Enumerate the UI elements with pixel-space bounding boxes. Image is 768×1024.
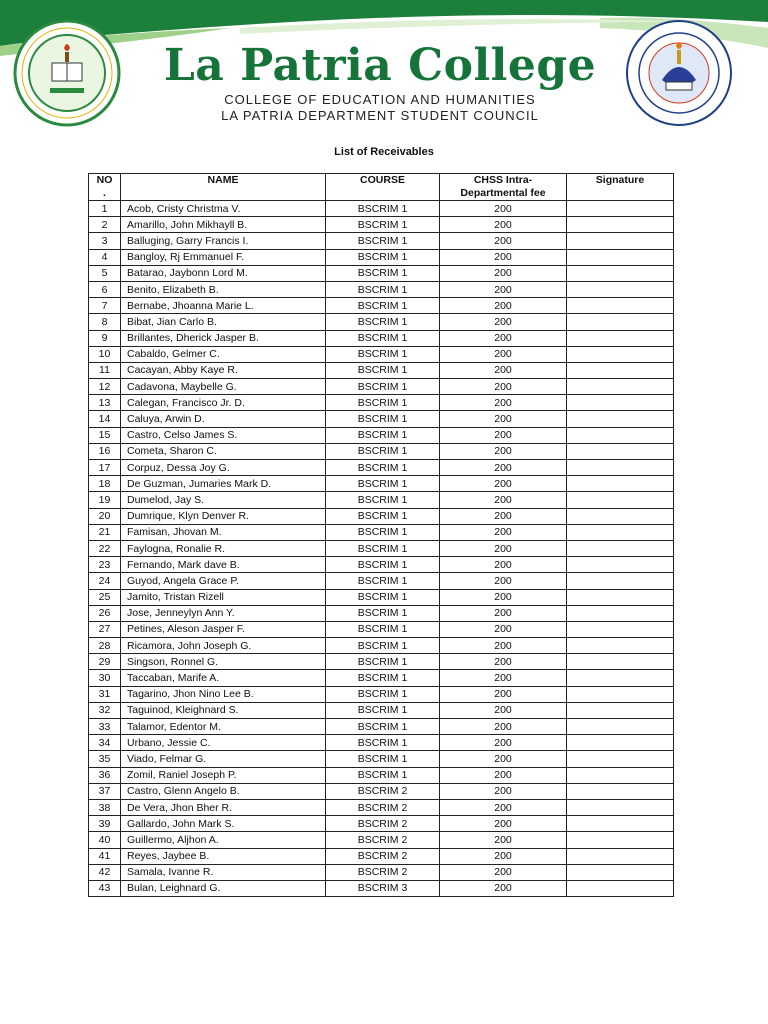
table-row xyxy=(89,702,674,718)
row-fee: 200 xyxy=(440,702,567,718)
college-name: La Patria College xyxy=(163,40,597,91)
row-number: 4 xyxy=(89,249,121,265)
row-signature-cell[interactable] xyxy=(567,702,674,718)
row-signature-cell[interactable] xyxy=(567,281,674,297)
row-name: Zomil, Raniel Joseph P. xyxy=(121,767,326,783)
row-fee: 200 xyxy=(440,799,567,815)
row-fee: 200 xyxy=(440,735,567,751)
row-course: BSCRIM 1 xyxy=(326,233,440,249)
row-name: Jose, Jenneylyn Ann Y. xyxy=(121,605,326,621)
table-row xyxy=(89,249,674,265)
column-header-no xyxy=(89,174,121,201)
row-course: BSCRIM 1 xyxy=(326,573,440,589)
row-course: BSCRIM 1 xyxy=(326,362,440,378)
row-fee: 200 xyxy=(440,330,567,346)
row-course: BSCRIM 1 xyxy=(326,411,440,427)
row-course: BSCRIM 1 xyxy=(326,638,440,654)
row-signature-cell[interactable] xyxy=(567,443,674,459)
row-course: BSCRIM 2 xyxy=(326,783,440,799)
row-name: Talamor, Edentor M. xyxy=(121,719,326,735)
row-course: BSCRIM 1 xyxy=(326,395,440,411)
row-course: BSCRIM 1 xyxy=(326,201,440,217)
table-row xyxy=(89,832,674,848)
row-course: BSCRIM 1 xyxy=(326,735,440,751)
row-number: 40 xyxy=(89,832,121,848)
row-number: 1 xyxy=(89,201,121,217)
row-number: 41 xyxy=(89,848,121,864)
row-number: 37 xyxy=(89,783,121,799)
row-name: Dumelod, Jay S. xyxy=(121,492,326,508)
row-fee: 200 xyxy=(440,654,567,670)
table-row xyxy=(89,281,674,297)
row-number: 35 xyxy=(89,751,121,767)
row-signature-cell[interactable] xyxy=(567,298,674,314)
row-signature-cell[interactable] xyxy=(567,411,674,427)
row-signature-cell[interactable] xyxy=(567,751,674,767)
row-signature-cell[interactable] xyxy=(567,799,674,815)
row-number: 29 xyxy=(89,654,121,670)
row-course: BSCRIM 1 xyxy=(326,265,440,281)
row-number: 18 xyxy=(89,476,121,492)
row-number: 25 xyxy=(89,589,121,605)
row-course: BSCRIM 1 xyxy=(326,751,440,767)
table-row xyxy=(89,880,674,896)
table-row xyxy=(89,848,674,864)
row-number: 20 xyxy=(89,508,121,524)
row-signature-cell[interactable] xyxy=(567,864,674,880)
row-course: BSCRIM 1 xyxy=(326,492,440,508)
row-number: 36 xyxy=(89,767,121,783)
table-row xyxy=(89,217,674,233)
table-row xyxy=(89,476,674,492)
row-course: BSCRIM 1 xyxy=(326,314,440,330)
row-course: BSCRIM 1 xyxy=(326,621,440,637)
row-course: BSCRIM 1 xyxy=(326,460,440,476)
receivables-table xyxy=(88,173,674,897)
row-signature-cell[interactable] xyxy=(567,427,674,443)
row-fee: 200 xyxy=(440,492,567,508)
row-signature-cell[interactable] xyxy=(567,816,674,832)
row-number: 28 xyxy=(89,638,121,654)
column-header-fee xyxy=(440,174,567,201)
row-number: 26 xyxy=(89,605,121,621)
row-course: BSCRIM 1 xyxy=(326,476,440,492)
row-fee: 200 xyxy=(440,395,567,411)
row-number: 10 xyxy=(89,346,121,362)
row-signature-cell[interactable] xyxy=(567,395,674,411)
row-signature-cell[interactable] xyxy=(567,573,674,589)
row-course: BSCRIM 2 xyxy=(326,816,440,832)
row-number: 6 xyxy=(89,281,121,297)
row-signature-cell[interactable] xyxy=(567,217,674,233)
table-row xyxy=(89,314,674,330)
row-name: Cadavona, Maybelle G. xyxy=(121,379,326,395)
row-signature-cell[interactable] xyxy=(567,508,674,524)
row-fee: 200 xyxy=(440,638,567,654)
row-name: Corpuz, Dessa Joy G. xyxy=(121,460,326,476)
table-row xyxy=(89,379,674,395)
student-council-seal-logo xyxy=(624,18,734,128)
row-course: BSCRIM 1 xyxy=(326,540,440,556)
table-row xyxy=(89,427,674,443)
table-row xyxy=(89,686,674,702)
header-fee-line1: CHSS Intra- xyxy=(473,174,533,186)
column-header-course: COURSE xyxy=(326,174,440,201)
row-signature-cell[interactable] xyxy=(567,589,674,605)
table-row xyxy=(89,621,674,637)
row-name: Taccaban, Marife A. xyxy=(121,670,326,686)
row-course: BSCRIM 1 xyxy=(326,589,440,605)
row-fee: 200 xyxy=(440,233,567,249)
row-fee: 200 xyxy=(440,443,567,459)
row-fee: 200 xyxy=(440,201,567,217)
table-row xyxy=(89,395,674,411)
row-name: Faylogna, Ronalie R. xyxy=(121,540,326,556)
row-signature-cell[interactable] xyxy=(567,605,674,621)
column-header-signature: Signature xyxy=(567,174,674,201)
row-number: 32 xyxy=(89,702,121,718)
row-name: Viado, Felmar G. xyxy=(121,751,326,767)
row-course: BSCRIM 1 xyxy=(326,670,440,686)
table-row xyxy=(89,719,674,735)
row-number: 39 xyxy=(89,816,121,832)
row-signature-cell[interactable] xyxy=(567,540,674,556)
row-signature-cell[interactable] xyxy=(567,346,674,362)
row-fee: 200 xyxy=(440,719,567,735)
row-number: 2 xyxy=(89,217,121,233)
row-course: BSCRIM 1 xyxy=(326,443,440,459)
row-signature-cell[interactable] xyxy=(567,638,674,654)
row-signature-cell[interactable] xyxy=(567,330,674,346)
row-number: 5 xyxy=(89,265,121,281)
row-signature-cell[interactable] xyxy=(567,719,674,735)
row-name: Ricamora, John Joseph G. xyxy=(121,638,326,654)
row-number: 33 xyxy=(89,719,121,735)
row-name: Guillermo, Aljhon A. xyxy=(121,832,326,848)
row-name: Famisan, Jhovan M. xyxy=(121,524,326,540)
row-fee: 200 xyxy=(440,411,567,427)
row-signature-cell[interactable] xyxy=(567,249,674,265)
row-name: Bulan, Leighnard G. xyxy=(121,880,326,896)
row-course: BSCRIM 1 xyxy=(326,524,440,540)
row-course: BSCRIM 2 xyxy=(326,864,440,880)
row-name: Bernabe, Jhoanna Marie L. xyxy=(121,298,326,314)
row-course: BSCRIM 3 xyxy=(326,880,440,896)
row-name: Dumrique, Klyn Denver R. xyxy=(121,508,326,524)
table-row xyxy=(89,460,674,476)
row-fee: 200 xyxy=(440,281,567,297)
table-row xyxy=(89,864,674,880)
row-fee: 200 xyxy=(440,265,567,281)
row-signature-cell[interactable] xyxy=(567,201,674,217)
row-name: Gallardo, John Mark S. xyxy=(121,816,326,832)
row-fee: 200 xyxy=(440,670,567,686)
header-fee-line2: Departmental fee xyxy=(460,187,546,199)
table-row xyxy=(89,573,674,589)
row-name: Guyod, Angela Grace P. xyxy=(121,573,326,589)
row-course: BSCRIM 1 xyxy=(326,346,440,362)
row-number: 9 xyxy=(89,330,121,346)
row-fee: 200 xyxy=(440,524,567,540)
table-row xyxy=(89,654,674,670)
row-fee: 200 xyxy=(440,783,567,799)
row-number: 7 xyxy=(89,298,121,314)
row-fee: 200 xyxy=(440,880,567,896)
row-name: Acob, Cristy Christma V. xyxy=(121,201,326,217)
row-name: Tagarino, Jhon Nino Lee B. xyxy=(121,686,326,702)
row-number: 17 xyxy=(89,460,121,476)
row-signature-cell[interactable] xyxy=(567,735,674,751)
row-fee: 200 xyxy=(440,605,567,621)
table-row xyxy=(89,638,674,654)
row-signature-cell[interactable] xyxy=(567,362,674,378)
table-row xyxy=(89,492,674,508)
row-name: Petines, Aleson Jasper F. xyxy=(121,621,326,637)
row-fee: 200 xyxy=(440,848,567,864)
row-fee: 200 xyxy=(440,508,567,524)
row-name: Urbano, Jessie C. xyxy=(121,735,326,751)
row-course: BSCRIM 1 xyxy=(326,249,440,265)
row-signature-cell[interactable] xyxy=(567,686,674,702)
row-course: BSCRIM 1 xyxy=(326,427,440,443)
row-number: 31 xyxy=(89,686,121,702)
row-name: Castro, Glenn Angelo B. xyxy=(121,783,326,799)
student-council-name: LA PATRIA DEPARTMENT STUDENT COUNCIL xyxy=(221,108,539,123)
row-fee: 200 xyxy=(440,621,567,637)
table-row xyxy=(89,557,674,573)
row-signature-cell[interactable] xyxy=(567,524,674,540)
college-department: COLLEGE OF EDUCATION AND HUMANITIES xyxy=(224,92,536,107)
row-signature-cell[interactable] xyxy=(567,460,674,476)
table-row xyxy=(89,589,674,605)
row-course: BSCRIM 1 xyxy=(326,686,440,702)
row-number: 16 xyxy=(89,443,121,459)
table-row xyxy=(89,799,674,815)
table-row xyxy=(89,751,674,767)
row-fee: 200 xyxy=(440,767,567,783)
row-signature-cell[interactable] xyxy=(567,767,674,783)
row-fee: 200 xyxy=(440,346,567,362)
row-signature-cell[interactable] xyxy=(567,476,674,492)
row-fee: 200 xyxy=(440,298,567,314)
row-course: BSCRIM 1 xyxy=(326,719,440,735)
row-name: Bibat, Jian Carlo B. xyxy=(121,314,326,330)
row-signature-cell[interactable] xyxy=(567,670,674,686)
table-row xyxy=(89,767,674,783)
row-number: 13 xyxy=(89,395,121,411)
row-number: 42 xyxy=(89,864,121,880)
row-signature-cell[interactable] xyxy=(567,783,674,799)
row-fee: 200 xyxy=(440,540,567,556)
row-name: Amarillo, John Mikhayll B. xyxy=(121,217,326,233)
row-course: BSCRIM 1 xyxy=(326,379,440,395)
row-signature-cell[interactable] xyxy=(567,557,674,573)
row-course: BSCRIM 2 xyxy=(326,832,440,848)
row-course: BSCRIM 2 xyxy=(326,848,440,864)
row-fee: 200 xyxy=(440,573,567,589)
row-number: 38 xyxy=(89,799,121,815)
table-row xyxy=(89,735,674,751)
row-course: BSCRIM 1 xyxy=(326,330,440,346)
row-signature-cell[interactable] xyxy=(567,848,674,864)
row-number: 19 xyxy=(89,492,121,508)
table-row xyxy=(89,346,674,362)
table-row xyxy=(89,233,674,249)
row-fee: 200 xyxy=(440,832,567,848)
table-row xyxy=(89,605,674,621)
row-name: Batarao, Jaybonn Lord M. xyxy=(121,265,326,281)
row-fee: 200 xyxy=(440,362,567,378)
row-course: BSCRIM 1 xyxy=(326,605,440,621)
document-title: List of Receivables xyxy=(334,146,434,158)
table-row xyxy=(89,443,674,459)
row-name: Samala, Ivanne R. xyxy=(121,864,326,880)
row-name: Cabaldo, Gelmer C. xyxy=(121,346,326,362)
row-signature-cell[interactable] xyxy=(567,379,674,395)
row-signature-cell[interactable] xyxy=(567,654,674,670)
row-name: Singson, Ronnel G. xyxy=(121,654,326,670)
row-signature-cell[interactable] xyxy=(567,880,674,896)
table-row xyxy=(89,670,674,686)
table-row xyxy=(89,816,674,832)
row-name: Balluging, Garry Francis I. xyxy=(121,233,326,249)
row-fee: 200 xyxy=(440,379,567,395)
row-fee: 200 xyxy=(440,751,567,767)
row-number: 8 xyxy=(89,314,121,330)
row-signature-cell[interactable] xyxy=(567,314,674,330)
row-number: 11 xyxy=(89,362,121,378)
row-number: 24 xyxy=(89,573,121,589)
row-fee: 200 xyxy=(440,816,567,832)
header-no-line2: . xyxy=(103,187,106,199)
row-fee: 200 xyxy=(440,589,567,605)
table-row xyxy=(89,783,674,799)
header-no-line1: NO xyxy=(96,174,113,186)
row-fee: 200 xyxy=(440,217,567,233)
row-name: Fernando, Mark dave B. xyxy=(121,557,326,573)
row-number: 22 xyxy=(89,540,121,556)
row-name: Taguinod, Kleighnard S. xyxy=(121,702,326,718)
table-row xyxy=(89,540,674,556)
row-name: Reyes, Jaybee B. xyxy=(121,848,326,864)
row-course: BSCRIM 1 xyxy=(326,767,440,783)
row-course: BSCRIM 1 xyxy=(326,654,440,670)
row-course: BSCRIM 1 xyxy=(326,298,440,314)
row-number: 23 xyxy=(89,557,121,573)
row-name: Benito, Elizabeth B. xyxy=(121,281,326,297)
table-row xyxy=(89,411,674,427)
row-fee: 200 xyxy=(440,249,567,265)
row-signature-cell[interactable] xyxy=(567,621,674,637)
table-row xyxy=(89,508,674,524)
table-row xyxy=(89,265,674,281)
row-name: Brillantes, Dherick Jasper B. xyxy=(121,330,326,346)
table-header-row xyxy=(89,174,674,201)
row-course: BSCRIM 1 xyxy=(326,702,440,718)
row-signature-cell[interactable] xyxy=(567,492,674,508)
row-number: 14 xyxy=(89,411,121,427)
row-number: 27 xyxy=(89,621,121,637)
row-course: BSCRIM 2 xyxy=(326,799,440,815)
row-name: Calegan, Francisco Jr. D. xyxy=(121,395,326,411)
row-number: 15 xyxy=(89,427,121,443)
row-name: Castro, Celso James S. xyxy=(121,427,326,443)
row-course: BSCRIM 1 xyxy=(326,217,440,233)
table-row xyxy=(89,362,674,378)
row-number: 3 xyxy=(89,233,121,249)
row-course: BSCRIM 1 xyxy=(326,281,440,297)
row-number: 34 xyxy=(89,735,121,751)
table-row xyxy=(89,524,674,540)
row-name: De Guzman, Jumaries Mark D. xyxy=(121,476,326,492)
row-name: Jamito, Tristan Rizell xyxy=(121,589,326,605)
row-number: 12 xyxy=(89,379,121,395)
row-name: Cacayan, Abby Kaye R. xyxy=(121,362,326,378)
table-row xyxy=(89,201,674,217)
row-name: Caluya, Arwin D. xyxy=(121,411,326,427)
row-number: 43 xyxy=(89,880,121,896)
row-fee: 200 xyxy=(440,557,567,573)
row-fee: 200 xyxy=(440,314,567,330)
row-fee: 200 xyxy=(440,427,567,443)
row-signature-cell[interactable] xyxy=(567,832,674,848)
column-header-name: NAME xyxy=(121,174,326,201)
table-row xyxy=(89,330,674,346)
row-course: BSCRIM 1 xyxy=(326,508,440,524)
row-fee: 200 xyxy=(440,864,567,880)
row-signature-cell[interactable] xyxy=(567,233,674,249)
row-name: Bangloy, Rj Emmanuel F. xyxy=(121,249,326,265)
row-fee: 200 xyxy=(440,686,567,702)
row-number: 30 xyxy=(89,670,121,686)
row-fee: 200 xyxy=(440,460,567,476)
row-signature-cell[interactable] xyxy=(567,265,674,281)
row-fee: 200 xyxy=(440,476,567,492)
college-seal-logo xyxy=(12,18,122,128)
row-number: 21 xyxy=(89,524,121,540)
table-row xyxy=(89,298,674,314)
row-course: BSCRIM 1 xyxy=(326,557,440,573)
row-name: De Vera, Jhon Bher R. xyxy=(121,799,326,815)
row-name: Cometa, Sharon C. xyxy=(121,443,326,459)
